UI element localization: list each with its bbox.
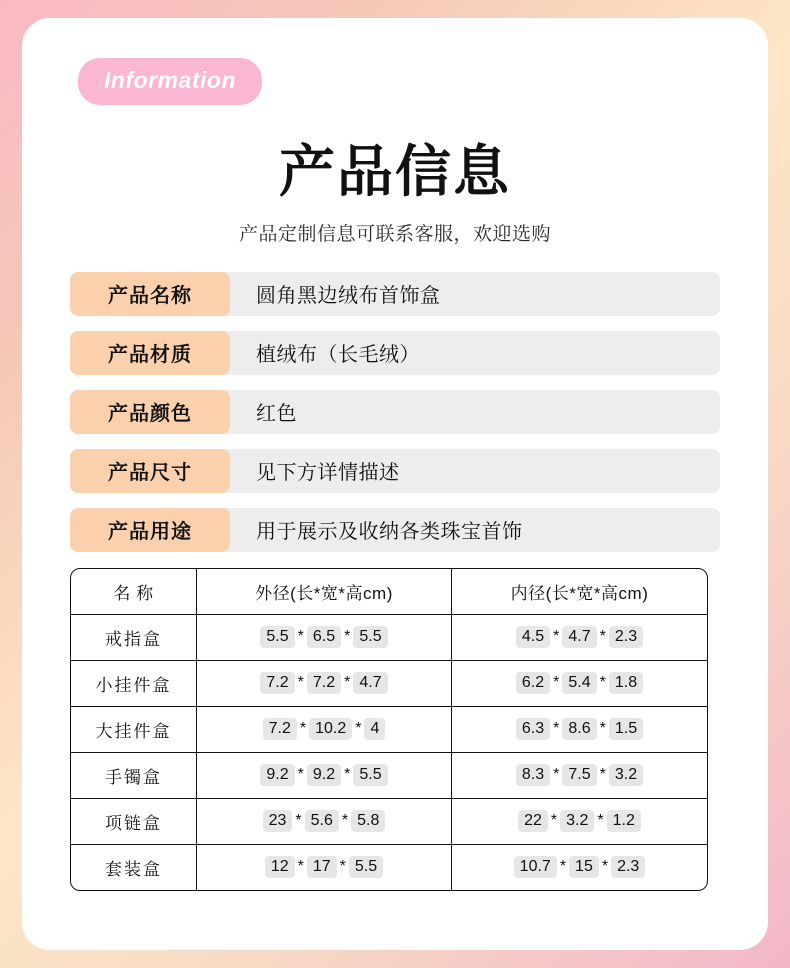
dim-chip: 17 bbox=[307, 856, 337, 878]
table-row bbox=[71, 615, 707, 661]
dim-chip: 3.2 bbox=[560, 810, 594, 832]
dim-chip: 4.5 bbox=[516, 626, 550, 648]
row-name: 戒指盒 bbox=[71, 615, 197, 660]
dim-chip: 5.5 bbox=[353, 626, 387, 648]
dim-separator: * bbox=[599, 766, 606, 784]
dim-separator: * bbox=[599, 674, 606, 692]
dim-chip: 5.4 bbox=[562, 672, 596, 694]
spec-list bbox=[70, 272, 720, 552]
dim-separator: * bbox=[559, 858, 567, 876]
table-header-cell: 名 称 bbox=[71, 569, 197, 614]
row-outer bbox=[197, 661, 452, 706]
spec-row bbox=[70, 449, 720, 493]
spec-value: 红色 bbox=[256, 403, 297, 426]
section-badge: Information bbox=[78, 58, 262, 105]
dim-chip: 2.3 bbox=[609, 626, 643, 648]
row-inner bbox=[452, 615, 707, 660]
row-inner bbox=[452, 799, 707, 844]
dim-separator: * bbox=[597, 812, 604, 830]
dim-separator: * bbox=[341, 812, 349, 830]
dim-chip: 9.2 bbox=[260, 764, 294, 786]
dim-separator: * bbox=[599, 720, 606, 738]
dim-separator: * bbox=[553, 720, 560, 738]
dim-chip: 4.7 bbox=[353, 672, 387, 694]
dim-chip: 12 bbox=[265, 856, 295, 878]
dim-separator: * bbox=[299, 720, 307, 738]
dim-chip: 6.3 bbox=[516, 718, 550, 740]
spec-label: 产品名称 bbox=[70, 272, 230, 316]
page-title: 产品信息 bbox=[279, 140, 511, 203]
dim-chip: 4.7 bbox=[562, 626, 596, 648]
spec-label: 产品颜色 bbox=[70, 390, 230, 434]
dim-chip: 8.3 bbox=[516, 764, 550, 786]
dim-separator: * bbox=[344, 766, 351, 784]
dim-separator: * bbox=[553, 674, 560, 692]
dim-separator: * bbox=[295, 812, 302, 830]
dim-separator: * bbox=[297, 858, 304, 876]
row-outer bbox=[197, 845, 452, 890]
spec-row bbox=[70, 331, 720, 375]
spec-row bbox=[70, 272, 720, 316]
table-row bbox=[71, 845, 707, 890]
spec-value: 用于展示及收纳各类珠宝首饰 bbox=[256, 521, 523, 544]
spec-label: 产品材质 bbox=[70, 331, 230, 375]
spec-row bbox=[70, 390, 720, 434]
dim-chip: 5.5 bbox=[353, 764, 387, 786]
card-content bbox=[22, 18, 768, 891]
dim-chip: 1.8 bbox=[609, 672, 643, 694]
dim-chip: 7.5 bbox=[562, 764, 596, 786]
spec-value: 见下方详情描述 bbox=[256, 462, 400, 485]
table-header-cell: 内径(长*宽*高cm) bbox=[510, 583, 649, 603]
dim-chip: 5.5 bbox=[349, 856, 383, 878]
dim-separator: * bbox=[297, 674, 304, 692]
spec-value: 植绒布（长毛绒） bbox=[256, 344, 420, 367]
row-inner bbox=[452, 845, 707, 890]
page-subtitle: 产品定制信息可联系客服，欢迎选购 bbox=[238, 223, 551, 245]
dim-separator: * bbox=[339, 858, 346, 876]
product-info-card bbox=[22, 18, 768, 950]
dim-chip: 7.2 bbox=[260, 672, 294, 694]
dim-separator: * bbox=[344, 674, 351, 692]
row-name: 项链盒 bbox=[71, 799, 197, 844]
dim-chip: 2.3 bbox=[611, 856, 645, 878]
spec-label: 产品用途 bbox=[70, 508, 230, 552]
dim-chip: 10.2 bbox=[309, 718, 352, 740]
table-row bbox=[71, 799, 707, 845]
spec-label: 产品尺寸 bbox=[70, 449, 230, 493]
dim-chip: 8.6 bbox=[562, 718, 596, 740]
dim-chip: 5.8 bbox=[351, 810, 385, 832]
dim-separator: * bbox=[344, 628, 351, 646]
row-inner bbox=[452, 753, 707, 798]
row-name: 小挂件盒 bbox=[71, 661, 197, 706]
row-outer bbox=[197, 799, 452, 844]
dim-chip: 5.5 bbox=[260, 626, 294, 648]
dim-chip: 9.2 bbox=[307, 764, 341, 786]
dim-chip: 10.7 bbox=[514, 856, 557, 878]
dim-chip: 6.2 bbox=[516, 672, 550, 694]
dim-chip: 4 bbox=[364, 718, 385, 740]
dim-chip: 22 bbox=[518, 810, 548, 832]
row-name: 手镯盒 bbox=[71, 753, 197, 798]
row-outer bbox=[197, 753, 452, 798]
spec-value: 圆角黑边绒布首饰盒 bbox=[256, 285, 441, 308]
row-name: 套装盒 bbox=[71, 845, 197, 890]
row-inner bbox=[452, 661, 707, 706]
dim-chip: 15 bbox=[569, 856, 599, 878]
dim-separator: * bbox=[553, 766, 560, 784]
dim-chip: 7.2 bbox=[307, 672, 341, 694]
table-row bbox=[71, 661, 707, 707]
row-outer bbox=[197, 707, 452, 752]
table-row bbox=[71, 707, 707, 753]
table-header-cell: 外径(长*宽*高cm) bbox=[197, 569, 452, 614]
size-table bbox=[70, 568, 708, 891]
row-name: 大挂件盒 bbox=[71, 707, 197, 752]
row-inner bbox=[452, 707, 707, 752]
dim-chip: 1.5 bbox=[609, 718, 643, 740]
dim-separator: * bbox=[297, 628, 304, 646]
dim-separator: * bbox=[550, 812, 558, 830]
dim-separator: * bbox=[599, 628, 606, 646]
table-row bbox=[71, 753, 707, 799]
spec-row bbox=[70, 508, 720, 552]
dim-chip: 5.6 bbox=[305, 810, 339, 832]
dim-chip: 1.2 bbox=[607, 810, 641, 832]
dim-chip: 23 bbox=[263, 810, 293, 832]
dim-separator: * bbox=[553, 628, 560, 646]
dim-chip: 3.2 bbox=[609, 764, 643, 786]
dim-separator: * bbox=[355, 720, 362, 738]
dim-separator: * bbox=[601, 858, 609, 876]
row-outer bbox=[197, 615, 452, 660]
dim-chip: 6.5 bbox=[307, 626, 341, 648]
dim-separator: * bbox=[297, 766, 304, 784]
table-header-row bbox=[71, 569, 707, 615]
dim-chip: 7.2 bbox=[263, 718, 297, 740]
